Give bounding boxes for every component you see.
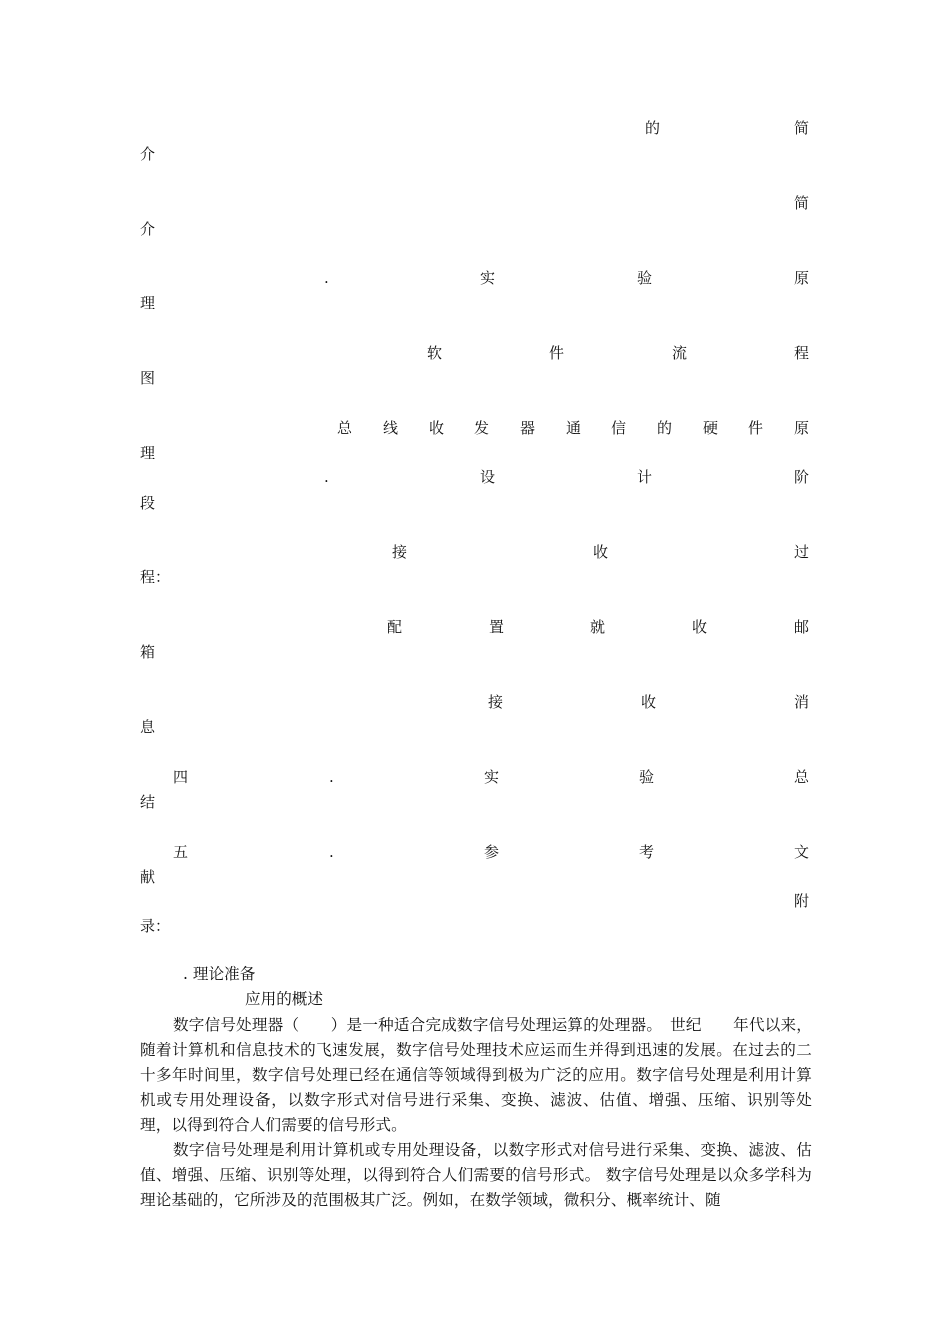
toc-char: 邮: [794, 618, 810, 636]
toc-char: 验: [637, 269, 653, 287]
body-text: [140, 1013, 812, 1213]
toc-entry: [0, 467, 950, 487]
toc-char: 文: [794, 843, 810, 861]
toc-char: 收: [593, 543, 609, 561]
toc-char: 简: [794, 119, 810, 137]
toc-char: 阶: [794, 468, 810, 486]
toc-char: 实: [484, 768, 500, 786]
toc-entry: [0, 767, 950, 787]
toc-char: 消: [794, 693, 810, 711]
toc-entry-tail: 箱: [140, 643, 156, 661]
toc-char: 过: [794, 543, 810, 561]
toc-char: .: [324, 468, 329, 486]
toc-entry: [0, 617, 950, 637]
toc-char: 计: [637, 468, 653, 486]
toc-char: 原: [794, 419, 810, 437]
toc-entry: [0, 118, 950, 138]
toc-entry-tail: 献: [140, 868, 156, 886]
toc-char: 设: [480, 468, 496, 486]
toc-entry: [0, 692, 950, 712]
toc-char: 流: [672, 344, 688, 362]
toc-char: 发: [474, 419, 490, 437]
toc-char: 置: [489, 618, 505, 636]
toc-entry-tail: 介: [140, 145, 156, 163]
paragraph: 数字信号处理是利用计算机或专用处理设备，以数字形式对信号进行采集、变换、滤波、估值、增强、压缩、识别等处理，以得到符合人们需要的信号形式。 数字信号处理是以众多学科为理论基础的，它所涉及的范围极其广泛。例如，在数学领域，微积分、概率统计、随: [140, 1141, 812, 1209]
toc-entry-tail: 结: [140, 793, 156, 811]
toc-char: 验: [639, 768, 655, 786]
toc-char: 线: [383, 419, 399, 437]
toc-char: 器: [520, 419, 536, 437]
toc-entry: [0, 891, 950, 911]
toc-char: 程: [794, 344, 810, 362]
toc-char: 接: [488, 693, 504, 711]
toc-entry-tail: 理: [140, 294, 156, 312]
toc-char: 软: [427, 344, 443, 362]
toc-char: 就: [590, 618, 606, 636]
toc-char: 硬: [703, 419, 719, 437]
toc-entry-tail: 图: [140, 369, 156, 387]
toc-char: 通: [566, 419, 582, 437]
toc-entry-tail: 介: [140, 220, 156, 238]
subsection-heading: 应用的概述: [245, 990, 323, 1008]
toc-char: 接: [392, 543, 408, 561]
section-heading: . 理论准备: [183, 965, 256, 983]
toc-char: .: [329, 843, 334, 861]
toc-entry-tail: 理: [140, 444, 156, 462]
toc-char: 实: [480, 269, 496, 287]
toc-entry: [0, 343, 950, 363]
toc-entry-tail: 段: [140, 494, 156, 512]
toc-char: 配: [387, 618, 403, 636]
toc-entry-tail: 程：: [140, 568, 171, 586]
toc-char: 收: [429, 419, 445, 437]
toc-char: 的: [657, 419, 673, 437]
toc-char: .: [329, 768, 334, 786]
toc-char: 的: [645, 119, 661, 137]
toc-char: 收: [692, 618, 708, 636]
toc-entry-tail: 息: [140, 718, 156, 736]
toc-char: 原: [794, 269, 810, 287]
toc-char: 件: [748, 419, 764, 437]
toc-char: 附: [794, 892, 810, 910]
paragraph: 数字信号处理器（ ）是一种适合完成数字信号处理运算的处理器。 世纪 年代以来，随着计算机和信息技术的飞速发展，数字信号处理技术应运而生并得到迅速的发展。在过去的二十多年时间里，数字信号处理已经在通信等领域得到极为广泛的应用。数字信号处理是利用计算机或专用处理设备，以数字形式对信号进行采集、变换、滤波、估值、增强、压缩、识别等处理，以得到符合人们需要的信号形式。: [140, 1016, 812, 1134]
toc-entry-tail: 录：: [140, 917, 171, 935]
toc-char: 总: [794, 768, 810, 786]
toc-char: 参: [484, 843, 500, 861]
toc-char: .: [324, 269, 329, 287]
toc-char: 总: [337, 419, 353, 437]
toc-char: 五: [173, 843, 189, 861]
toc-char: 四: [173, 768, 189, 786]
toc-entry: [0, 418, 950, 438]
toc-char: 考: [639, 843, 655, 861]
toc-char: 件: [549, 344, 565, 362]
toc-entry: [0, 542, 950, 562]
toc-entry: [0, 193, 950, 213]
toc-entry: [0, 268, 950, 288]
toc-char: 收: [641, 693, 657, 711]
toc-entry: [0, 842, 950, 862]
toc-char: 简: [794, 194, 810, 212]
toc-char: 信: [611, 419, 627, 437]
